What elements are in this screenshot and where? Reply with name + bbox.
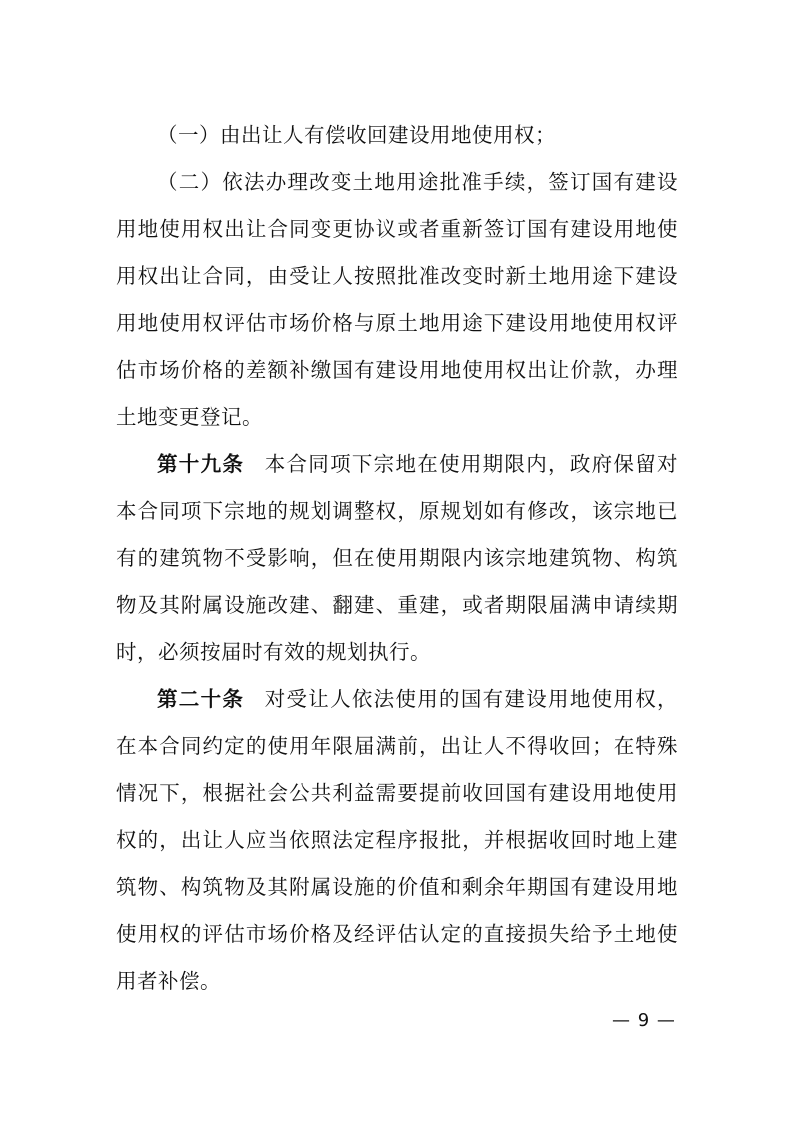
article-19-number: 第十九条: [157, 452, 245, 476]
clause-item-1: （一）由出让人有偿收回建设用地使用权；: [157, 123, 556, 147]
article-20-number: 第二十条: [157, 687, 245, 711]
page-number: — 9 —: [612, 1010, 676, 1031]
document-body: [116, 112, 678, 1005]
article-20: [116, 676, 678, 1005]
article-19: [116, 441, 678, 676]
article-20-text: 对受让人依法使用的国有建设用地使用权，在本合同约定的使用年限届满前，出让人不得收回；在特殊情况下，根据社会公共利益需要提前收回国有建设用地使用权的，出让人应当依照法定程序报批，并根据收回时地上建筑物、构筑物及其附属设施的价值和剩余年期国有建设用地使用权的评估市场价格及经评估认定的直接损失给予土地使用者补偿。: [116, 687, 679, 993]
clause-item-2: （二）依法办理改变土地用途批准手续，签订国有建设用地使用权出让合同变更协议或者重新签订国有建设用地使用权出让合同，由受让人按照批准改变时新土地用途下建设用地使用权评估市场价格与原土地用途下建设用地使用权评估市场价格的差额补缴国有建设用地使用权出让价款，办理土地变更登记。: [116, 170, 678, 429]
article-19-text: 本合同项下宗地在使用期限内，政府保留对本合同项下宗地的规划调整权，原规划如有修改，该宗地已有的建筑物不受影响，但在使用期限内该宗地建筑物、构筑物及其附属设施改建、翻建、重建，或者期限届满申请续期时，必须按届时有效的规划执行。: [116, 452, 679, 664]
